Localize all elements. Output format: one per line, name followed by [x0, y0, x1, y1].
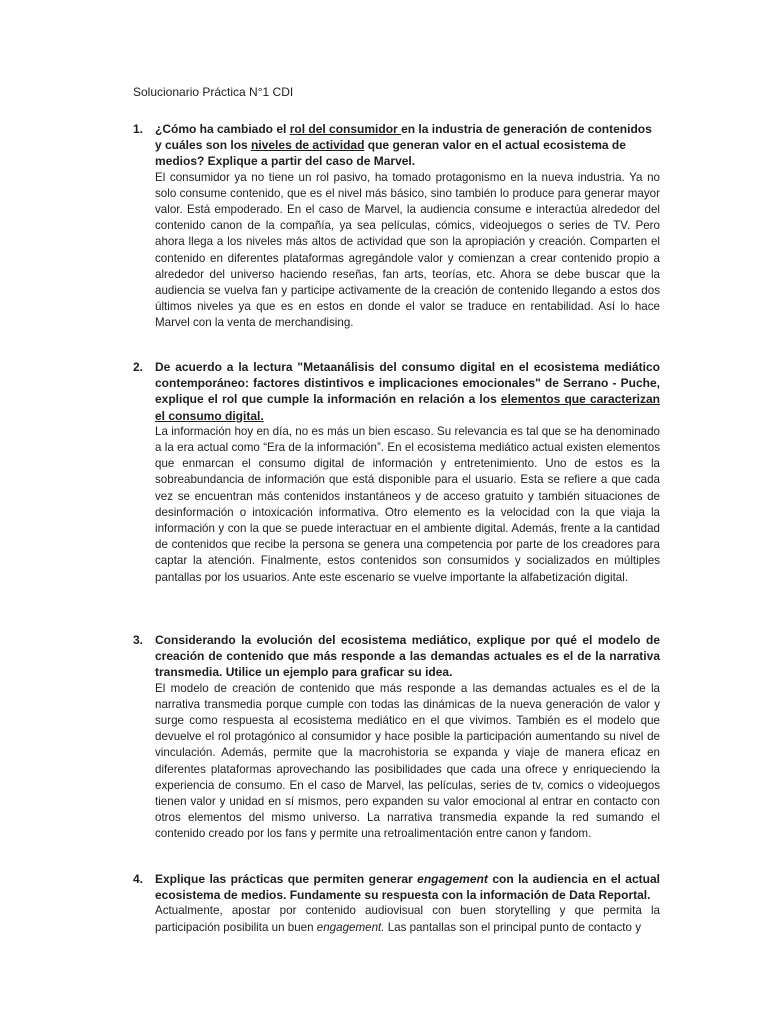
question-answer: El modelo de creación de contenido que más responde a las demandas actuales es el de la narrativa transmedia porque cumple con todas las dinámicas de la nueva generación de valor y surge como respuesta al ecosistema mediático en el que vivimos. También es el modelo que devuelve el rol protagónico al consumidor y hace posible la participación aumentando su nivel de vinculación. Además, permite que la macrohistoria se expanda y viaje de manera eficaz en diferentes plataformas aprovechando las posibilidades que cada una ofrece y enriqueciendo la experiencia de consumo. En el caso de Marvel, las películas, series de tv, comics o videojuegos tienen valor y unidad en sí mismos, pero expanden su valor emocional al entrar en contacto con otros elementos del mismo universo. La narrativa transmedia expande la red sumando el contenido creado por los fans y permite una retroalimentación entre canon y fandom.: [155, 681, 660, 841]
question-3: [133, 632, 660, 843]
question-body: [155, 632, 660, 843]
underlined-phrase: elementos que caracterizan el consumo digital.: [155, 392, 660, 423]
question-title: ¿Cómo ha cambiado el rol del consumidor en la industria de generación de contenidos y cuáles son los niveles de actividad que generan valor en el actual ecosistema de medios? Explique a partir del caso de Marvel.: [155, 122, 652, 169]
question-number: 3.: [133, 633, 144, 647]
question-2: [133, 359, 660, 586]
question-number: 4.: [133, 872, 144, 886]
question-answer: El consumidor ya no tiene un rol pasivo, ha tomado protagonismo en la nueva industria. Ya no solo consume contenido, que es el nivel más básico, sino también lo produce para generar mayor valor. Está empoderado. En el caso de Marvel, la audiencia consume e interactúa alrededor del contenido canon de la compañía, ya sea películas, cómics, videojuegos o series de TV. Pero ahora llega a los niveles más altos de actividad que son la apropiación y creación. Comparten el contenido en diferentes plataformas agregándole valor y comienzan a crear contenido propio a alrededor del universo haciendo reseñas, fan arts, teorías, etc. Ahora se debe buscar que la audiencia se vuelva fan y participe activamente de la creación de contenido llegando a estos dos últimos niveles ya que es en estos en donde el valor se traduce en rentabilidad. Así lo hace Marvel con la venta de merchandising.: [155, 170, 660, 330]
question-title: Explique las prácticas que permiten generar engagement con la audiencia en el actual ecosistema de medios. Fundamente su respuesta con la información de Data Reportal.: [155, 872, 660, 903]
emphasis: engagement.: [316, 920, 385, 934]
document-title: Solucionario Práctica N°1 CDI: [133, 85, 294, 99]
question-number: 2.: [133, 360, 144, 374]
question-answer: Actualmente, apostar por contenido audiovisual con buen storytelling y que permita la participación posibilita un buen engagement. Las pantallas son el principal punto de contacto y: [155, 904, 660, 934]
question-number: 1.: [133, 122, 144, 136]
emphasis: engagement: [417, 872, 488, 886]
underlined-phrase: niveles de actividad: [251, 138, 365, 153]
question-body: [155, 359, 660, 586]
question-1: [133, 121, 660, 332]
question-body: [155, 871, 660, 936]
question-title: De acuerdo a la lectura "Metaanálisis del consumo digital en el ecosistema mediático contemporáneo: factores distintivos e implicaciones emocionales" de Serrano - Puche, explique el rol que cumple la información en relación a los elementos que caracterizan el consumo digital.: [155, 360, 660, 423]
question-4: [133, 871, 660, 936]
question-title: Considerando la evolución del ecosistema mediático, explique por qué el modelo de creación de contenido que más responde a las demandas actuales es el de la narrativa transmedia. Utilice un ejemplo para graficar su idea.: [155, 633, 660, 680]
underlined-phrase: rol del consumidor: [289, 122, 402, 136]
question-answer: La información hoy en día, no es más un bien escaso. Su relevancia es tal que se ha denominado a la era actual como “Era de la información”. En el ecosistema mediático actual existen elementos que enmarcan el consumo digital de información y entretenimiento. Uno de estos es la sobreabundancia de información que está disponible para el usuario. Esta se refiere a que cada vez se encuentran más contenidos instantáneos y de acceso gratuito y también situaciones de desinformación o intoxicación informativa. Otro elemento es la velocidad con la que viaja la información y con la que se puede interactuar en el ambiente digital. Además, frente a la cantidad de contenidos que recibe la persona se genera una competencia por parte de los creadores para captar la atención. Finalmente, estos contenidos son consumidos y socializados en múltiples pantallas por los usuarios. Ante este escenario se vuelve importante la alfabetización digital.: [155, 424, 660, 584]
question-body: [155, 121, 660, 332]
